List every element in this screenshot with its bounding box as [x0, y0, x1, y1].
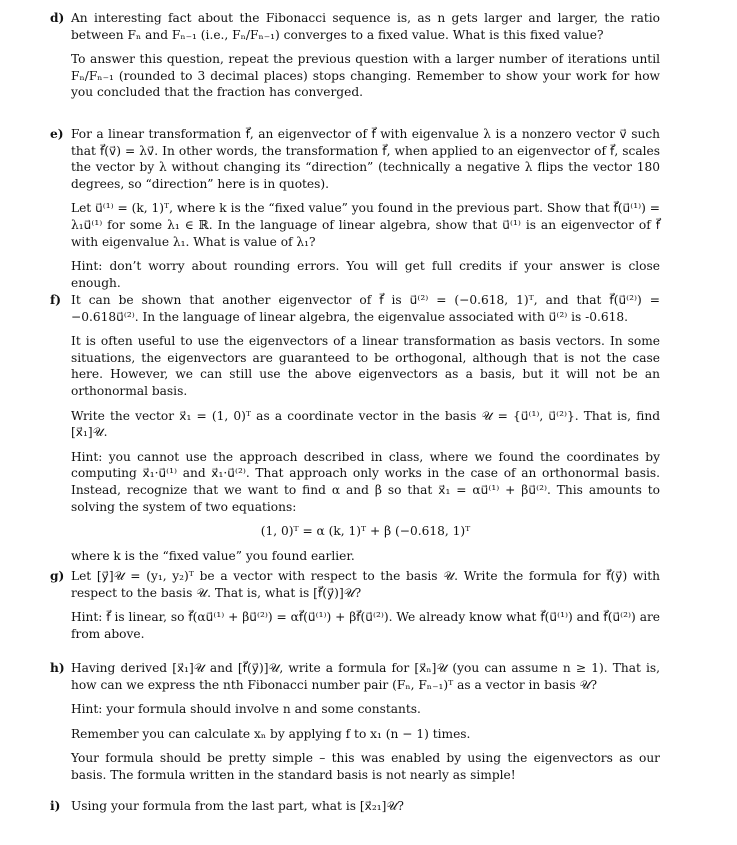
part-d-question: An interesting fact about the Fibonacci sequence is, as n gets larger and larger, the ratio between Fₙ and Fₙ₋₁ (i.e., Fₙ/Fₙ₋₁) converges to a fixed value. What is this fixed value?	[71, 11, 660, 42]
part-f-hint: Hint: you cannot use the approach described in class, where we found the coordinates by computing x⃗₁·u⃗⁽¹⁾ and x⃗₁·u⃗⁽²⁾. That approach only works in the case of an orthonormal basis. Instead, recognize that we want to find α and β so that x⃗₁ = αu⃗⁽¹⁾ + βu⃗⁽²⁾. This amounts to solving the system of two equations:	[71, 449, 660, 514]
part-h-question: Having derived [x⃗₁]𝒰 and [f⃗(y⃗)]𝒰, write a formula for [x⃗ₙ]𝒰 (you can assume n ≥ 1). That is, how can we express the nth Fibonacci number pair (Fₙ, Fₙ₋₁)ᵀ as a vector in basis 𝒰?	[71, 661, 660, 692]
part-f-equation: (1, 0)ᵀ = α (k, 1)ᵀ + β (−0.618, 1)ᵀ	[260, 524, 471, 539]
part-e-hint: Hint: don’t worry about rounding errors. You will get full credits if your answer is close enough.	[71, 259, 660, 290]
part-g	[50, 568, 660, 650]
part-f-question: Write the vector x⃗₁ = (1, 0)ᵀ as a coordinate vector in the basis 𝒰 = {u⃗⁽¹⁾, u⃗⁽²⁾}. That is, find [x⃗₁]𝒰.	[71, 408, 660, 440]
part-e-definition: For a linear transformation f⃗, an eigenvector of f⃗ with eigenvalue λ is a nonzero vector v⃗ such that f⃗(v⃗) = λv⃗. In other words, the transformation f⃗, when applied to an eigenvector of f⃗, scales the vector by λ without changing its “direction” (technically a negative λ flips the vector 180 degrees, so “direction” here is in quotes).	[71, 127, 660, 191]
part-e	[50, 126, 660, 299]
part-f-note: where k is the “fixed value” you found earlier.	[71, 548, 355, 563]
part-e-question: Let u⃗⁽¹⁾ = (k, 1)ᵀ, where k is the “fixed value” you found in the previous part. Show that f⃗(u⃗⁽¹⁾) = λ₁u⃗⁽¹⁾ for some λ₁ ∈ ℝ. In the language of linear algebra, show that u⃗⁽¹⁾ is an eigenvector of f⃗ with eigenvalue λ₁. What is value of λ₁?	[71, 201, 660, 249]
part-h-reminder: Remember you can calculate xₙ by applying f to x₁ (n − 1) times.	[71, 726, 471, 741]
part-i-label: i)	[50, 799, 61, 813]
part-d	[50, 10, 660, 109]
part-i-question: Using your formula from the last part, what is [x⃗₂₁]𝒰?	[71, 799, 404, 813]
part-h-note: Your formula should be pretty simple – this was enabled by using the eigenvectors as our basis. The formula written in the standard basis is not nearly as simple!	[71, 751, 660, 782]
part-e-label: e)	[50, 127, 64, 141]
part-f-label: f)	[50, 293, 62, 307]
part-h-hint: Hint: your formula should involve n and some constants.	[71, 702, 421, 717]
part-d-label: d)	[50, 11, 65, 25]
part-h	[50, 660, 660, 792]
part-f	[50, 292, 660, 572]
part-g-label: g)	[50, 569, 65, 583]
part-f-basis-note: It is often useful to use the eigenvectors of a linear transformation as basis vectors. In some situations, the eigenvectors are guaranteed to be orthogonal, although that is not the case here. However, we can still use the above eigenvectors as a basis, but it will not be an orthonormal basis.	[71, 334, 660, 398]
part-f-eigenvector: It can be shown that another eigenvector of f⃗ is u⃗⁽²⁾ = (−0.618, 1)ᵀ, and that f⃗(u⃗⁽²⁾) = −0.618u⃗⁽²⁾. In the language of linear algebra, the eigenvalue associated with u⃗⁽²⁾ is -0.618.	[71, 293, 660, 324]
part-g-question: Let [y⃗]𝒰 = (y₁, y₂)ᵀ be a vector with respect to the basis 𝒰. Write the formula for f⃗(y⃗) with respect to the basis 𝒰. That is, what is [f⃗(y⃗)]𝒰?	[71, 569, 660, 600]
part-g-hint: Hint: f⃗ is linear, so f⃗(αu⃗⁽¹⁾ + βu⃗⁽²⁾) = αf⃗(u⃗⁽¹⁾) + βf⃗(u⃗⁽²⁾). We already know what f⃗(u⃗⁽¹⁾) and f⃗(u⃗⁽²⁾) are from above.	[71, 610, 660, 641]
part-i	[50, 798, 660, 823]
part-d-instructions: To answer this question, repeat the previous question with a larger number of iterations until Fₙ/Fₙ₋₁ (rounded to 3 decimal places) stops changing. Remember to show your work for how you concluded that the fraction has converged.	[71, 52, 660, 100]
part-h-label: h)	[50, 661, 65, 675]
